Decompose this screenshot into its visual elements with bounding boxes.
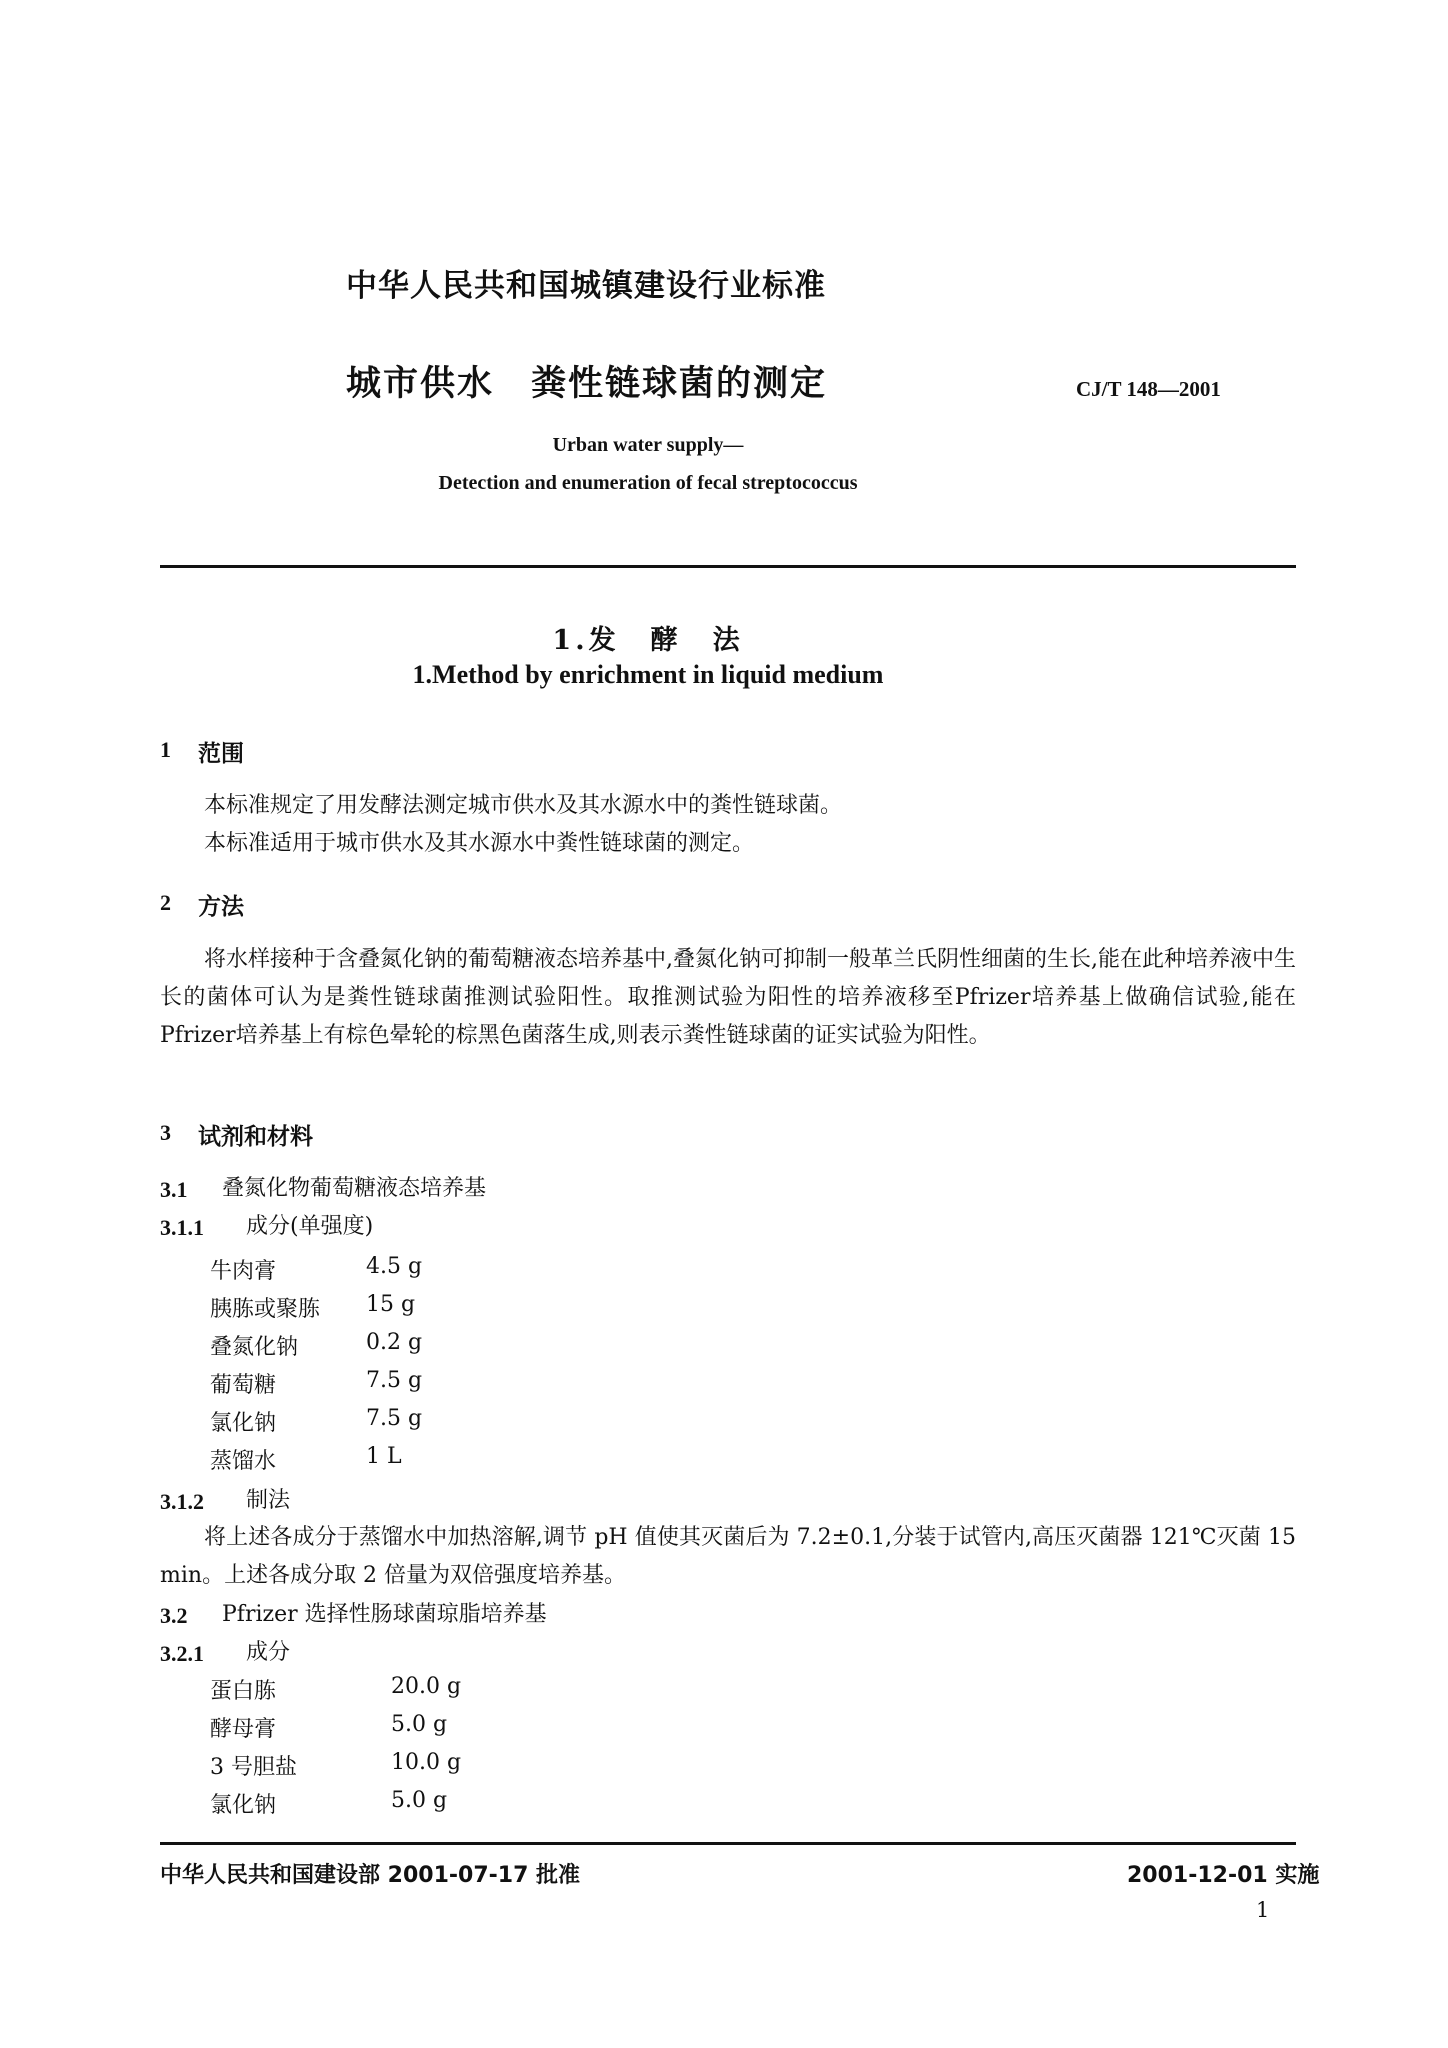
clause-3-2-number: 3.2 <box>160 1603 188 1628</box>
page-number: 1 <box>1256 1898 1270 1922</box>
clause-3-1-2-para-1: 将上述各成分于蒸馏水中加热溶解,调节 pH 值使其灭菌后为 7.2±0.1,分装于试管内,高压灭菌器 121℃灭菌 15 min。上述各成分取 2 倍量为双倍强度培养基。 <box>160 1525 1296 1588</box>
ingredient-amount: 15 g <box>366 1292 416 1317</box>
clause-3-1-2-number: 3.1.2 <box>160 1489 204 1514</box>
english-title-line1: Urban water supply— <box>552 434 744 456</box>
standard-code: CJ/T 148—2001 <box>1076 377 1221 401</box>
header-divider <box>160 565 1296 568</box>
ingredient-amount: 7.5 g <box>366 1368 423 1393</box>
clause-3-1-2-title: 制法 <box>246 1488 291 1513</box>
english-title-line2: Detection and enumeration of fecal streptococcus <box>438 472 858 494</box>
ingredient-amount: 1 L <box>366 1444 402 1469</box>
clause-3-title: 试剂和材料 <box>198 1124 313 1150</box>
ingredient-name: 氯化钠 <box>210 1411 277 1436</box>
ingredient-amount: 4.5 g <box>366 1254 423 1279</box>
part-title-cn: 1.发 酵 法 <box>552 625 744 656</box>
ingredient-name: 胰胨或聚胨 <box>210 1297 321 1322</box>
ingredient-amount: 5.0 g <box>391 1712 448 1737</box>
clause-3-1-number: 3.1 <box>160 1177 188 1202</box>
ingredient-name: 叠氮化钠 <box>210 1335 299 1360</box>
effective-date: 2001-12-01 实施 <box>1127 1863 1320 1888</box>
clause-3-2-1-title: 成分 <box>246 1640 291 1665</box>
ingredient-name: 3 号胆盐 <box>210 1755 297 1780</box>
clause-3-2-1-number: 3.2.1 <box>160 1641 204 1666</box>
clause-1-para-2: 本标准适用于城市供水及其水源水中粪性链球菌的测定。 <box>204 831 755 856</box>
clause-1-title: 范围 <box>198 741 244 767</box>
ingredient-amount: 20.0 g <box>391 1674 462 1699</box>
clause-2-title: 方法 <box>198 894 244 920</box>
footer-divider <box>160 1842 1296 1845</box>
ingredient-amount: 7.5 g <box>366 1406 423 1431</box>
ingredient-amount: 0.2 g <box>366 1330 423 1355</box>
clause-2-para-1: 将水样接种于含叠氮化钠的葡萄糖液态培养基中,叠氮化钠可抑制一般革兰氏阴性细菌的生长,能在此种培养液中生长的菌体可认为是粪性链球菌推测试验阳性。取推测试验为阳性的培养液移至Pfrizer培养基上做确信试验,能在Pfrizer培养基上有棕色晕轮的棕黑色菌落生成,则表示粪性链球菌的证实试验为阳性。 <box>160 947 1296 1048</box>
clause-3-1-1-title: 成分(单强度) <box>246 1214 374 1239</box>
ingredient-name: 牛肉膏 <box>210 1259 277 1284</box>
ingredient-name: 葡萄糖 <box>210 1373 277 1398</box>
ingredient-name: 酵母膏 <box>210 1717 277 1742</box>
clause-2-number: 2 <box>160 890 171 915</box>
ingredient-name: 蒸馏水 <box>210 1449 277 1474</box>
ingredient-name: 氯化钠 <box>210 1793 277 1818</box>
clause-3-1-title: 叠氮化物葡萄糖液态培养基 <box>222 1176 487 1201</box>
clause-3-1-1-number: 3.1.1 <box>160 1215 204 1240</box>
clause-3-number: 3 <box>160 1120 171 1145</box>
clause-1-number: 1 <box>160 737 171 762</box>
ingredient-amount: 5.0 g <box>391 1788 448 1813</box>
standard-title: 城市供水 粪性链球菌的测定 <box>346 364 828 404</box>
org-title: 中华人民共和国城镇建设行业标准 <box>346 268 826 304</box>
ingredient-name: 蛋白胨 <box>210 1679 277 1704</box>
ingredient-amount: 10.0 g <box>391 1750 462 1775</box>
clause-3-2-title: Pfrizer 选择性肠球菌琼脂培养基 <box>222 1602 547 1627</box>
part-title-en: 1.Method by enrichment in liquid medium <box>412 660 884 689</box>
clause-1-para-1: 本标准规定了用发酵法测定城市供水及其水源水中的粪性链球菌。 <box>204 793 843 818</box>
approval-line: 中华人民共和国建设部 2001-07-17 批准 <box>160 1863 581 1888</box>
